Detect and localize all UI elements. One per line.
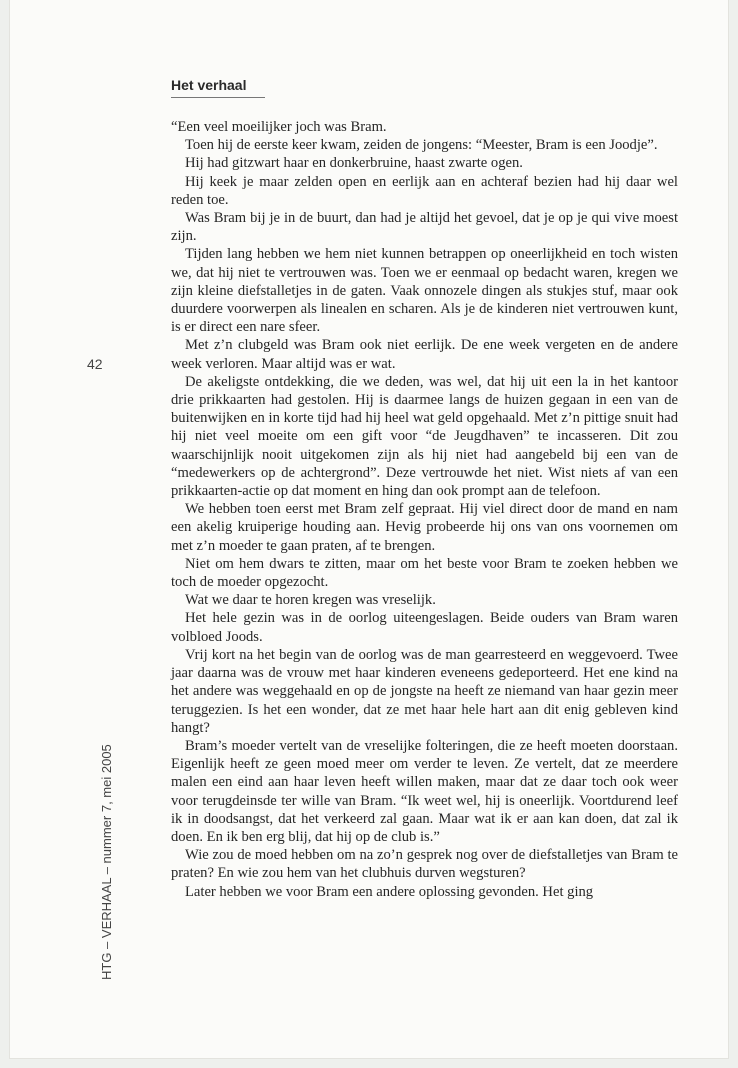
paragraph: Later hebben we voor Bram een andere oplossing gevonden. Het ging <box>185 883 594 900</box>
paragraph: Tijden lang hebben we hem niet kunnen betrappen op oneerlijkheid en toch wisten we, dat hij niet te vertrouwen was. Toen we er eenmaal op bedacht waren, kregen we zijn kleine diefstalletjes in de gaten. Vaak onnozele dingen als stukjes stuf, maar ook duurdere voorwerpen als linealen en scharen. Als je de kinderen niet vertrouwen kunt, is er direct een nare sfeer. <box>171 246 678 336</box>
section-header: Het verhaal <box>171 77 247 93</box>
page-number: 42 <box>87 356 103 372</box>
paragraph: Toen hij de eerste keer kwam, zeiden de jongens: “Meester, Bram is een Joodje”. <box>185 137 658 154</box>
paragraph: Wat we daar te horen kregen was vreselijk. <box>185 592 436 609</box>
paragraph: Hij keek je maar zelden open en eerlijk aan en achteraf bezien had hij daar wel reden toe. <box>171 173 678 208</box>
paragraph: Het hele gezin was in de oorlog uiteengeslagen. Beide ouders van Bram waren volbloed Joods. <box>171 610 678 645</box>
running-footer: HTG – VERHAAL – nummer 7, mei 2005 <box>99 744 114 980</box>
paragraph: Wie zou de moed hebben om na zo’n gesprek nog over de diefstalletjes van Bram te praten? En wie zou hem van het clubhuis durven wegsturen? <box>171 847 678 882</box>
paragraph: Bram’s moeder vertelt van de vreselijke folteringen, die ze heeft moeten doorstaan. Eigenlijk heeft ze geen moed meer om verder te leven. Ze vertelt, dat ze meerdere malen een eind aan haar leven heeft willen maken, maar dat ze daar toch ook weer voor terugdeinsde ter wille van Bram. “Ik weet wel, hij is oneerlijk. Voortdurend leef ik in doodsangst, dat het verkeerd zal gaan. Maar wat ik er aan kan doen, dat zal ik doen. En ik ben erg blij, dat hij op de club is.” <box>171 737 678 845</box>
paragraph: De akeligste ontdekking, die we deden, was wel, dat hij uit een la in het kantoor drie prikkaarten had gestolen. Hij is daarmee langs de huizen gegaan in een van de buitenwijken en in korte tijd had hij heel wat geld opgehaald. Met z’n pittige snuit had hij niet veel moeite om een gift voor “de Jeugdhaven” te incasseren. Dit zou waarschijnlijk nooit uitgekomen zijn als hij niet had aangebeld bij een van de “medewerkers op de achtergrond”. Deze vertrouwde het niet. Wist niets af van een prikkaarten-actie op dat moment en hing dan ook prompt aan de telefoon. <box>171 373 678 500</box>
paragraph: We hebben toen eerst met Bram zelf gepraat. Hij viel direct door de mand en nam een akelig kruiperige houding aan. Hevig probeerde hij ons van ons voornemen om met z’n moeder te gaan praten, af te brengen. <box>171 501 678 554</box>
paragraph: “Een veel moeilijker joch was Bram. <box>171 119 387 135</box>
header-underline <box>171 97 265 98</box>
paragraph: Vrij kort na het begin van de oorlog was de man gearresteerd en weggevoerd. Twee jaar daarna was de vrouw met haar kinderen eveneens gedeporteerd. Het ene kind na het andere was weggehaald en op de jongste na heeft ze niemand van haar gezin meer teruggezien. Is het een wonder, dat ze met haar hele hart aan dit enig gebleven kind hangt? <box>171 646 678 736</box>
document-page <box>10 0 728 1058</box>
paragraph: Hij had gitzwart haar en donkerbruine, haast zwarte ogen. <box>185 155 523 172</box>
story-body <box>171 118 678 901</box>
paragraph: Met z’n clubgeld was Bram ook niet eerlijk. De ene week vergeten en de andere week verloren. Maar altijd was er wat. <box>171 337 678 372</box>
paragraph: Niet om hem dwars te zitten, maar om het beste voor Bram te zoeken hebben we toch de moeder opgezocht. <box>171 555 678 591</box>
paragraph: Was Bram bij je in de buurt, dan had je altijd het gevoel, dat je op je qui vive moest zijn. <box>171 210 678 245</box>
